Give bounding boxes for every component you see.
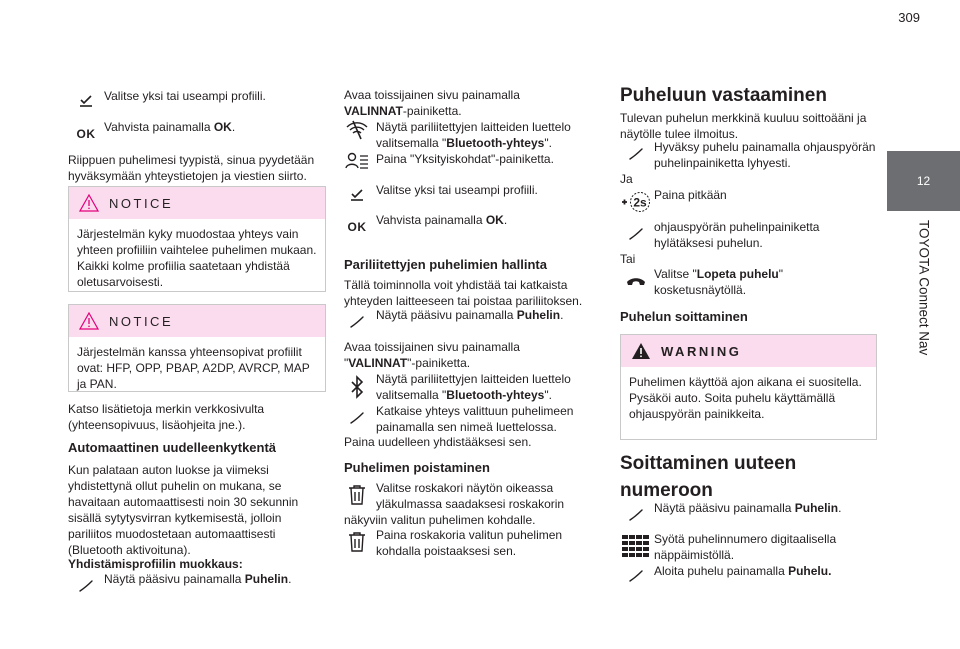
para-auto-reconnect: Kun palataan auton luokse ja viimeksi yhdistettynä ollut puhelin on mukana, se havaitaan automaattisesti noin 30 sekunnin sisällä sytytysvirran kytkemisestä, jolloin pariliitos muodostetaan automaattisesti (Bluetooth aktivoituna).	[68, 463, 299, 557]
heading-make-call: Puhelun soittaminen	[620, 309, 748, 324]
svg-text:2s: 2s	[633, 195, 647, 210]
hang-up-icon	[618, 266, 654, 298]
step-select-profile: Valitse yksi tai useampi profiili.	[68, 88, 326, 108]
step-end-call: Valitse "Lopeta puhelu" kosketusnäytöllä.	[618, 266, 876, 298]
step-keypad: Syötä puhelinnumero digitaalisella näppäimistöllä.	[618, 531, 876, 563]
para-manage-paired: Tällä toiminnolla voit yhdistää tai katkaista yhteyden laitteeseen tai poistaa pariliitoksen.	[344, 278, 583, 308]
step-select-profile: Valitse yksi tai useampi profiili.	[338, 182, 584, 202]
notice-triangle-icon	[69, 194, 109, 212]
heading-answer-call: Puheluun vastaaminen	[620, 85, 827, 106]
touch-icon	[338, 403, 376, 435]
touch-icon	[618, 139, 654, 171]
checkbox-select-icon	[68, 88, 104, 108]
bluetooth-icon	[338, 371, 376, 403]
touch-icon	[618, 500, 654, 522]
notice-box-1	[68, 186, 326, 292]
warning-triangle-icon	[621, 342, 661, 360]
step-start-call: Aloita puhelu painamalla Puhelu.	[618, 563, 876, 583]
step-main-page: Näytä pääsivu painamalla Puhelin.	[618, 500, 876, 522]
para-incoming: Tulevan puhelun merkkinä kuuluu soittoääni ja näytölle tulee ilmoitus.	[620, 111, 867, 141]
step-trash: Valitse roskakori näytön oikeassa yläkulmassa saadaksesi roskakorin	[338, 480, 584, 512]
text-or: Tai	[620, 252, 636, 266]
ok-icon: OK	[76, 127, 96, 141]
step-main-page: Näytä pääsivu painamalla Puhelin.	[68, 571, 326, 593]
notice-label: NOTICE	[109, 313, 174, 329]
step-details: Paina "Yksityiskohdat"-painiketta.	[338, 151, 584, 173]
para-phone-type: Riippuen puhelimesi tyypistä, sinua pyydetään hyväksymään yhteystietojen ja viestien siirto.	[68, 153, 315, 183]
notice-label: NOTICE	[109, 195, 174, 211]
para-open-options-2: Avaa toissijainen sivu painamalla "VALINNAT"-painiketta.	[344, 340, 520, 370]
para-reconnect: Paina uudelleen yhdistääksesi sen.	[344, 435, 532, 449]
para-trash: näkyviin valitun puhelimen kohdalle.	[344, 513, 536, 527]
trash-icon	[338, 527, 376, 559]
page-number: 309	[898, 10, 920, 25]
notice-box-2	[68, 304, 326, 392]
bluetooth-signal-icon	[338, 119, 376, 151]
notice-triangle-icon	[69, 312, 109, 330]
notice-text: Järjestelmän kanssa yhteensopivat profiilit ovat: HFP, OPP, PBAP, A2DP, AVRCP, MAP ja PAN.	[77, 345, 310, 391]
heading-new-number: Soittaminen uuteen numeroon	[620, 453, 797, 501]
chapter-title: TOYOTA Connect Nav	[916, 220, 931, 356]
notice-text: Järjestelmän kyky muodostaa yhteys vain yhteen profiiliin vaihtelee puhelimen mukaan. Kaikki kolme profiilia saatetaan yhdistää oletusarvoisesti.	[77, 227, 317, 289]
touch-icon	[68, 571, 104, 593]
ok-icon: OK	[347, 220, 367, 234]
step-confirm-ok: OK Vahvista painamalla OK.	[347, 213, 508, 234]
para-open-options: Avaa toissijainen sivu painamalla VALINNAT-painiketta.	[344, 88, 520, 118]
warning-label: WARNING	[661, 343, 742, 359]
step-disconnect: Katkaise yhteys valittuun puhelimeen painamalla sen nimeä luettelossa.	[338, 403, 584, 435]
touch-icon	[338, 307, 376, 329]
touch-icon	[618, 563, 654, 583]
step-confirm-ok: OK Vahvista painamalla OK.	[76, 120, 236, 141]
step-main-page: Näytä pääsivu painamalla Puhelin.	[338, 307, 584, 329]
subheading-profile-edit: Yhdistämisprofiilin muokkaus:	[68, 557, 243, 571]
trash-icon	[338, 480, 376, 512]
keypad-icon	[618, 531, 654, 563]
warning-text: Puhelimen käyttöä ajon aikana ei suositella. Pysäköi auto. Soita puhelu käyttämällä ohjauspyörän painikkeita.	[629, 375, 862, 421]
heading-manage-paired: Pariliitettyjen puhelimien hallinta	[344, 257, 547, 272]
user-details-icon	[338, 151, 376, 173]
step-long-press: 2s Paina pitkään	[618, 187, 876, 213]
step-bluetooth-list: Näytä pariliitettyjen laitteiden luettelo valitsemalla "Bluetooth-yhteys".	[338, 119, 584, 151]
touch-icon	[618, 219, 654, 251]
text-and: Ja	[620, 172, 633, 186]
step-bluetooth-list-2: Näytä pariliitettyjen laitteiden luettelo valitsemalla "Bluetooth-yhteys".	[338, 371, 584, 403]
para-more-info: Katso lisätietoja merkin verkkosivulta (yhteensopivuus, lisäohjeita jne.).	[68, 402, 265, 432]
step-accept: Hyväksy puhelu painamalla ohjauspyörän puhelinpainiketta lyhyesti.	[618, 139, 876, 171]
heading-delete-phone: Puhelimen poistaminen	[344, 460, 490, 475]
step-trash-2: Paina roskakoria valitun puhelimen kohdalla poistaaksesi sen.	[338, 527, 584, 559]
press-2s-icon	[618, 187, 654, 213]
heading-auto-reconnect: Automaattinen uudelleenkytkentä	[68, 440, 277, 455]
warning-box	[620, 334, 877, 440]
checkbox-select-icon	[338, 182, 376, 202]
chapter-tab: 12	[887, 151, 960, 211]
step-reject: ohjauspyörän puhelinpainiketta hylätäksesi puhelun.	[618, 219, 876, 251]
